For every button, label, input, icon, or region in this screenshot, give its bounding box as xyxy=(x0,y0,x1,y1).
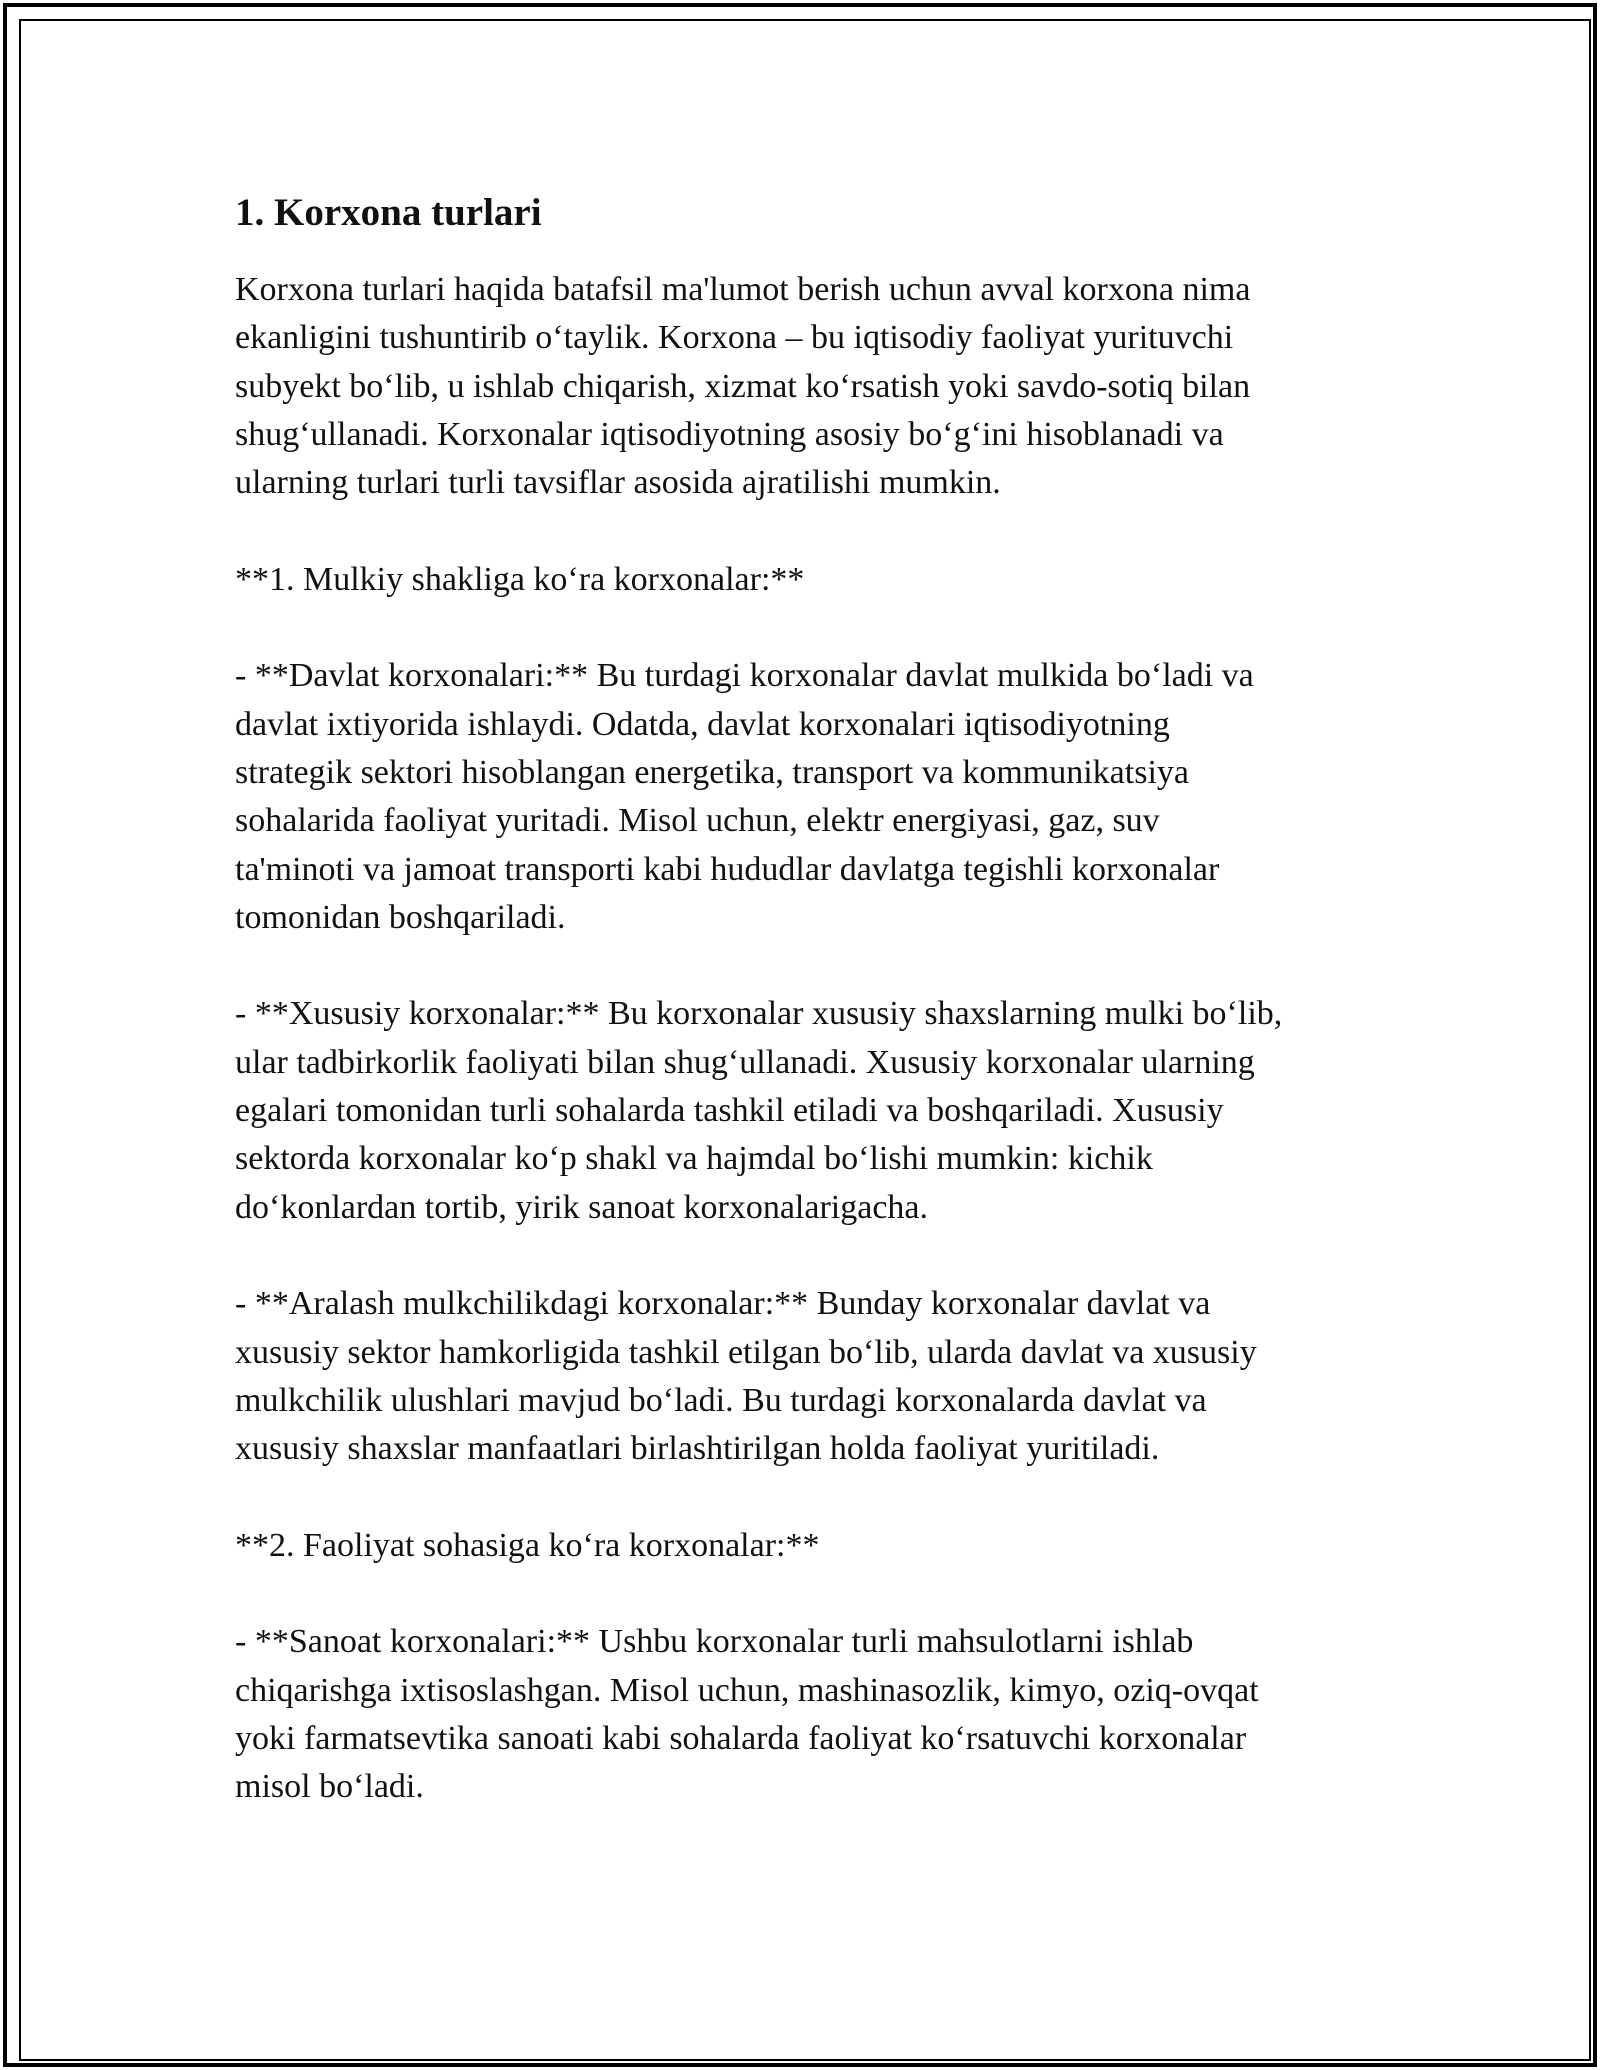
paragraph-spacer xyxy=(235,942,1385,990)
mixed-enterprises-paragraph xyxy=(235,1280,1385,1473)
section-activity-title xyxy=(235,1522,1385,1570)
text-line: xususiy sektor hamkorligida tashkil etilgan bo‘lib, ularda davlat va xususiy xyxy=(235,1333,1257,1371)
paragraph-spacer xyxy=(235,507,1385,555)
text-line: misol bo‘ladi. xyxy=(235,1768,424,1806)
paragraph-spacer xyxy=(235,1473,1385,1521)
text-line: yoki farmatsevtika sanoati kabi sohalarda faoliyat ko‘rsatuvchi korxonalar xyxy=(235,1719,1247,1757)
text-line: egalari tomonidan turli sohalarda tashkil etiladi va boshqariladi. Xususiy xyxy=(235,1092,1224,1130)
text-line: - **Xususiy korxonalar:** Bu korxonalar xususiy shaxslarning mulki bo‘lib, xyxy=(235,995,1283,1033)
document-body xyxy=(235,183,1385,1812)
state-enterprises-paragraph xyxy=(235,652,1385,942)
text-line: davlat ixtiyorida ishlaydi. Odatda, davlat korxonalari iqtisodiyotning xyxy=(235,705,1170,743)
text-line: - **Sanoat korxonalari:** Ushbu korxonalar turli mahsulotlarni ishlab xyxy=(235,1623,1194,1661)
private-enterprises-paragraph xyxy=(235,990,1385,1231)
text-line: - **Davlat korxonalari:** Bu turdagi korxonalar davlat mulkida bo‘ladi va xyxy=(235,657,1254,695)
text-line: **2. Faoliyat sohasiga ko‘ra korxonalar:** xyxy=(235,1526,820,1564)
section-ownership-title xyxy=(235,556,1385,604)
text-line: mulkchilik ulushlari mavjud bo‘ladi. Bu turdagi korxonalarda davlat va xyxy=(235,1381,1207,1419)
text-line: ular tadbirkorlik faoliyati bilan shug‘ullanadi. Xususiy korxonalar ularning xyxy=(235,1043,1255,1081)
industrial-enterprises-paragraph xyxy=(235,1618,1385,1811)
text-line: **1. Mulkiy shakliga ko‘ra korxonalar:** xyxy=(235,560,805,598)
text-line: xususiy shaxslar manfaatlari birlashtirilgan holda faoliyat yuritiladi. xyxy=(235,1430,1160,1468)
text-line: sohalarida faoliyat yuritadi. Misol uchun, elektr energiyasi, gaz, suv xyxy=(235,802,1160,840)
text-line: ularning turlari turli tavsiflar asosida ajratilishi mumkin. xyxy=(235,464,1001,502)
document-blocks xyxy=(235,266,1385,1812)
text-line: shug‘ullanadi. Korxonalar iqtisodiyotning asosiy bo‘g‘ini hisoblanadi va xyxy=(235,415,1224,453)
text-line: ta'minoti va jamoat transporti kabi hududlar davlatga tegishli korxonalar xyxy=(235,850,1220,888)
text-line: strategik sektori hisoblangan energetika, transport va kommunikatsiya xyxy=(235,753,1189,791)
text-line: do‘konlardan tortib, yirik sanoat korxonalarigacha. xyxy=(235,1188,928,1226)
text-line: sektorda korxonalar ko‘p shakl va hajmdal bo‘lishi mumkin: kichik xyxy=(235,1140,1153,1178)
text-line: chiqarishga ixtisoslashgan. Misol uchun, mashinasozlik, kimyo, oziq-ovqat xyxy=(235,1671,1259,1709)
document-heading: 1. Korxona turlari xyxy=(235,191,542,234)
paragraph-spacer xyxy=(235,1232,1385,1280)
text-line: subyekt bo‘lib, u ishlab chiqarish, xizmat ko‘rsatish yoki savdo-sotiq bilan xyxy=(235,367,1251,405)
paragraph-spacer xyxy=(235,1570,1385,1618)
text-line: ekanligini tushuntirib o‘taylik. Korxona – bu iqtisodiy faoliyat yurituvchi xyxy=(235,319,1234,357)
paragraph-spacer xyxy=(235,604,1385,652)
intro-paragraph xyxy=(235,266,1385,507)
text-line: Korxona turlari haqida batafsil ma'lumot berish uchun avval korxona nima xyxy=(235,271,1251,308)
text-line: - **Aralash mulkchilikdagi korxonalar:** Bunday korxonalar davlat va xyxy=(235,1285,1211,1323)
text-line: tomonidan boshqariladi. xyxy=(235,898,566,936)
